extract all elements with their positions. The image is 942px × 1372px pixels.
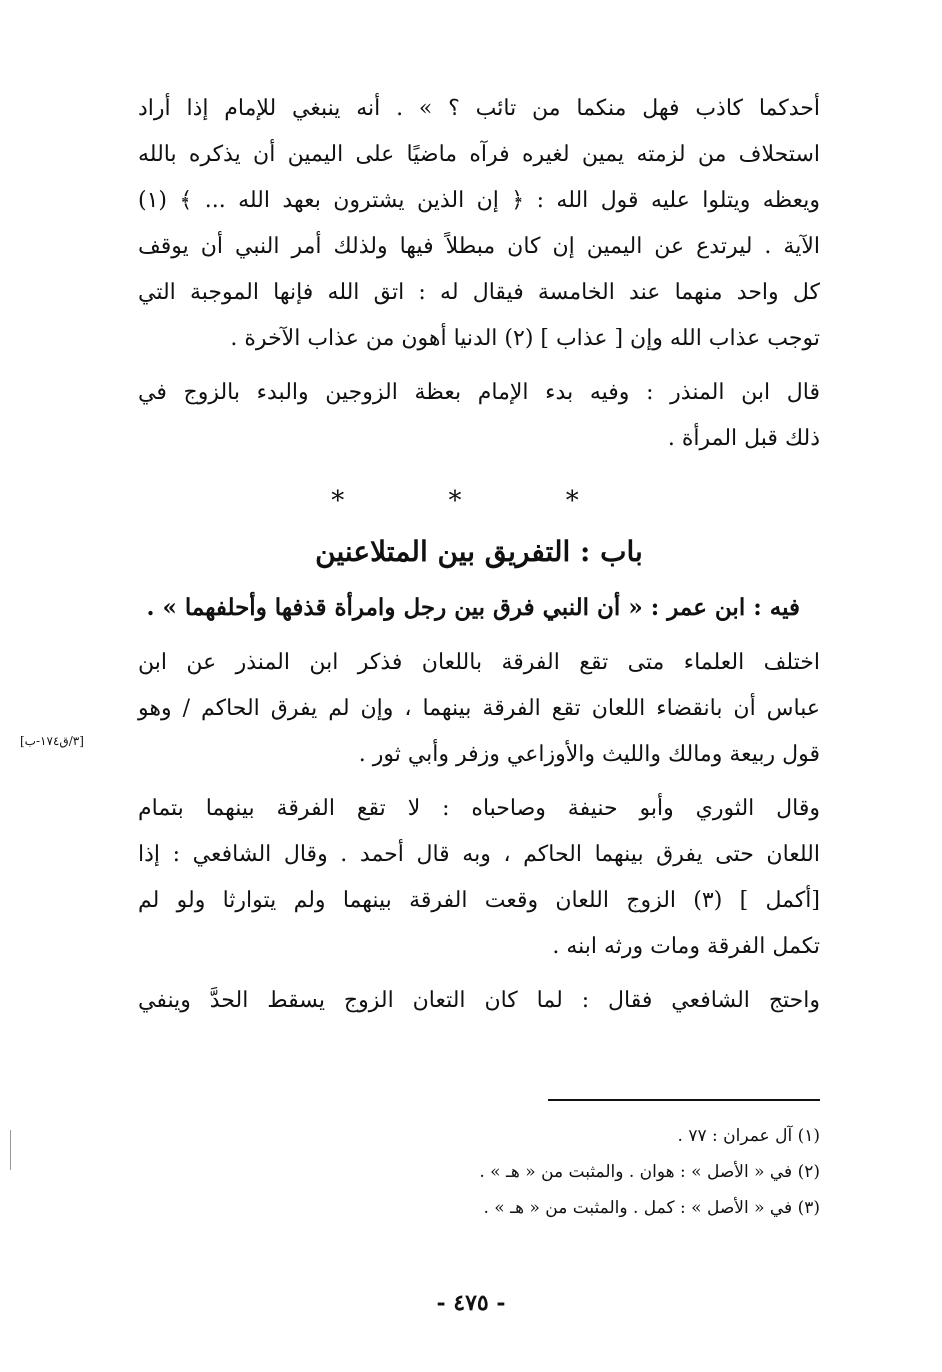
footnotes [300,1118,820,1226]
text-line: كل واحد منهما عند الخامسة فيقال له : اتق الله فإنها الموجبة التي [138,280,820,305]
page-number: - ٤٧٥ - [436,1290,506,1316]
paragraph-1 [138,86,820,362]
text-line: قول ربيعة ومالك والليث والأوزاعي وزفر وأبي ثور . [358,742,820,767]
footnote: (٣) في « الأصل » : كمل . والمثبت من « هـ » . [483,1198,820,1218]
footnote: (٢) في « الأصل » : هوان . والمثبت من « هـ » . [479,1162,820,1182]
manuscript-folio-note: [٣/ق١٧٤-ب] [20,734,84,748]
section-separator-stars: * * * [331,486,627,516]
text-line: قال ابن المنذر : وفيه بدء الإمام بعظة الزوجين والبدء بالزوج في [138,380,820,405]
text-line: عباس أن بانقضاء اللعان تقع الفرقة بينهما ، وإن لم يفرق الحاكم / وهو [138,696,820,721]
text-line: توجب عذاب الله وإن [ عذاب ] (٢) الدنيا أهون من عذاب الآخرة . [230,326,820,351]
text-line: واحتج الشافعي فقال : لما كان التعان الزوج يسقط الحدَّ وينفي [138,988,820,1013]
text-line: [أكمل ] (٣) الزوج اللعان وقعت الفرقة بينهما ولم يتوارثا ولو لم [138,888,820,913]
text-line: تكمل الفرقة ومات ورثه ابنه . [552,934,820,959]
text-line: ويعظه ويتلوا عليه قول الله : ﴿ إن الذين يشترون بعهد الله ... ﴾ (١) [138,188,820,213]
paragraph-4 [138,786,820,970]
main-text [138,86,820,1032]
chapter-heading: باب : التفريق بين المتلاعنين [315,535,643,568]
paragraph-3 [138,640,820,778]
text-line: أحدكما كاذب فهل منكما من تائب ؟ » . أنه ينبغي للإمام إذا أراد [138,96,820,121]
text-line: استحلاف من لزمته يمين لغيره فرآه ماضيًا على اليمين أن يذكره بالله [138,142,820,167]
hadith-text: فيه : ابن عمر : « أن النبي فرق بين رجل وامرأة قذفها وأحلفهما » . [146,594,800,621]
text-line: اختلف العلماء متى تقع الفرقة باللعان فذكر ابن المنذر عن ابن [138,650,820,675]
text-line: الآية . ليرتدع عن اليمين إن كان مبطلاً فيها ولذلك أمر النبي أن يوقف [138,234,820,259]
text-line: وقال الثوري وأبو حنيفة وصاحباه : لا تقع الفرقة بينهما بتمام [138,796,820,821]
text-line: اللعان حتى يفرق بينهما الحاكم ، وبه قال أحمد . وقال الشافعي : إذا [138,842,820,867]
text-line: ذلك قبل المرأة . [667,426,820,451]
paragraph-2 [138,370,820,462]
footnote: (١) آل عمران : ٧٧ . [677,1126,820,1146]
scan-edge-mark [10,1130,11,1170]
footnote-separator [548,1099,820,1101]
paragraph-5 [138,978,820,1024]
